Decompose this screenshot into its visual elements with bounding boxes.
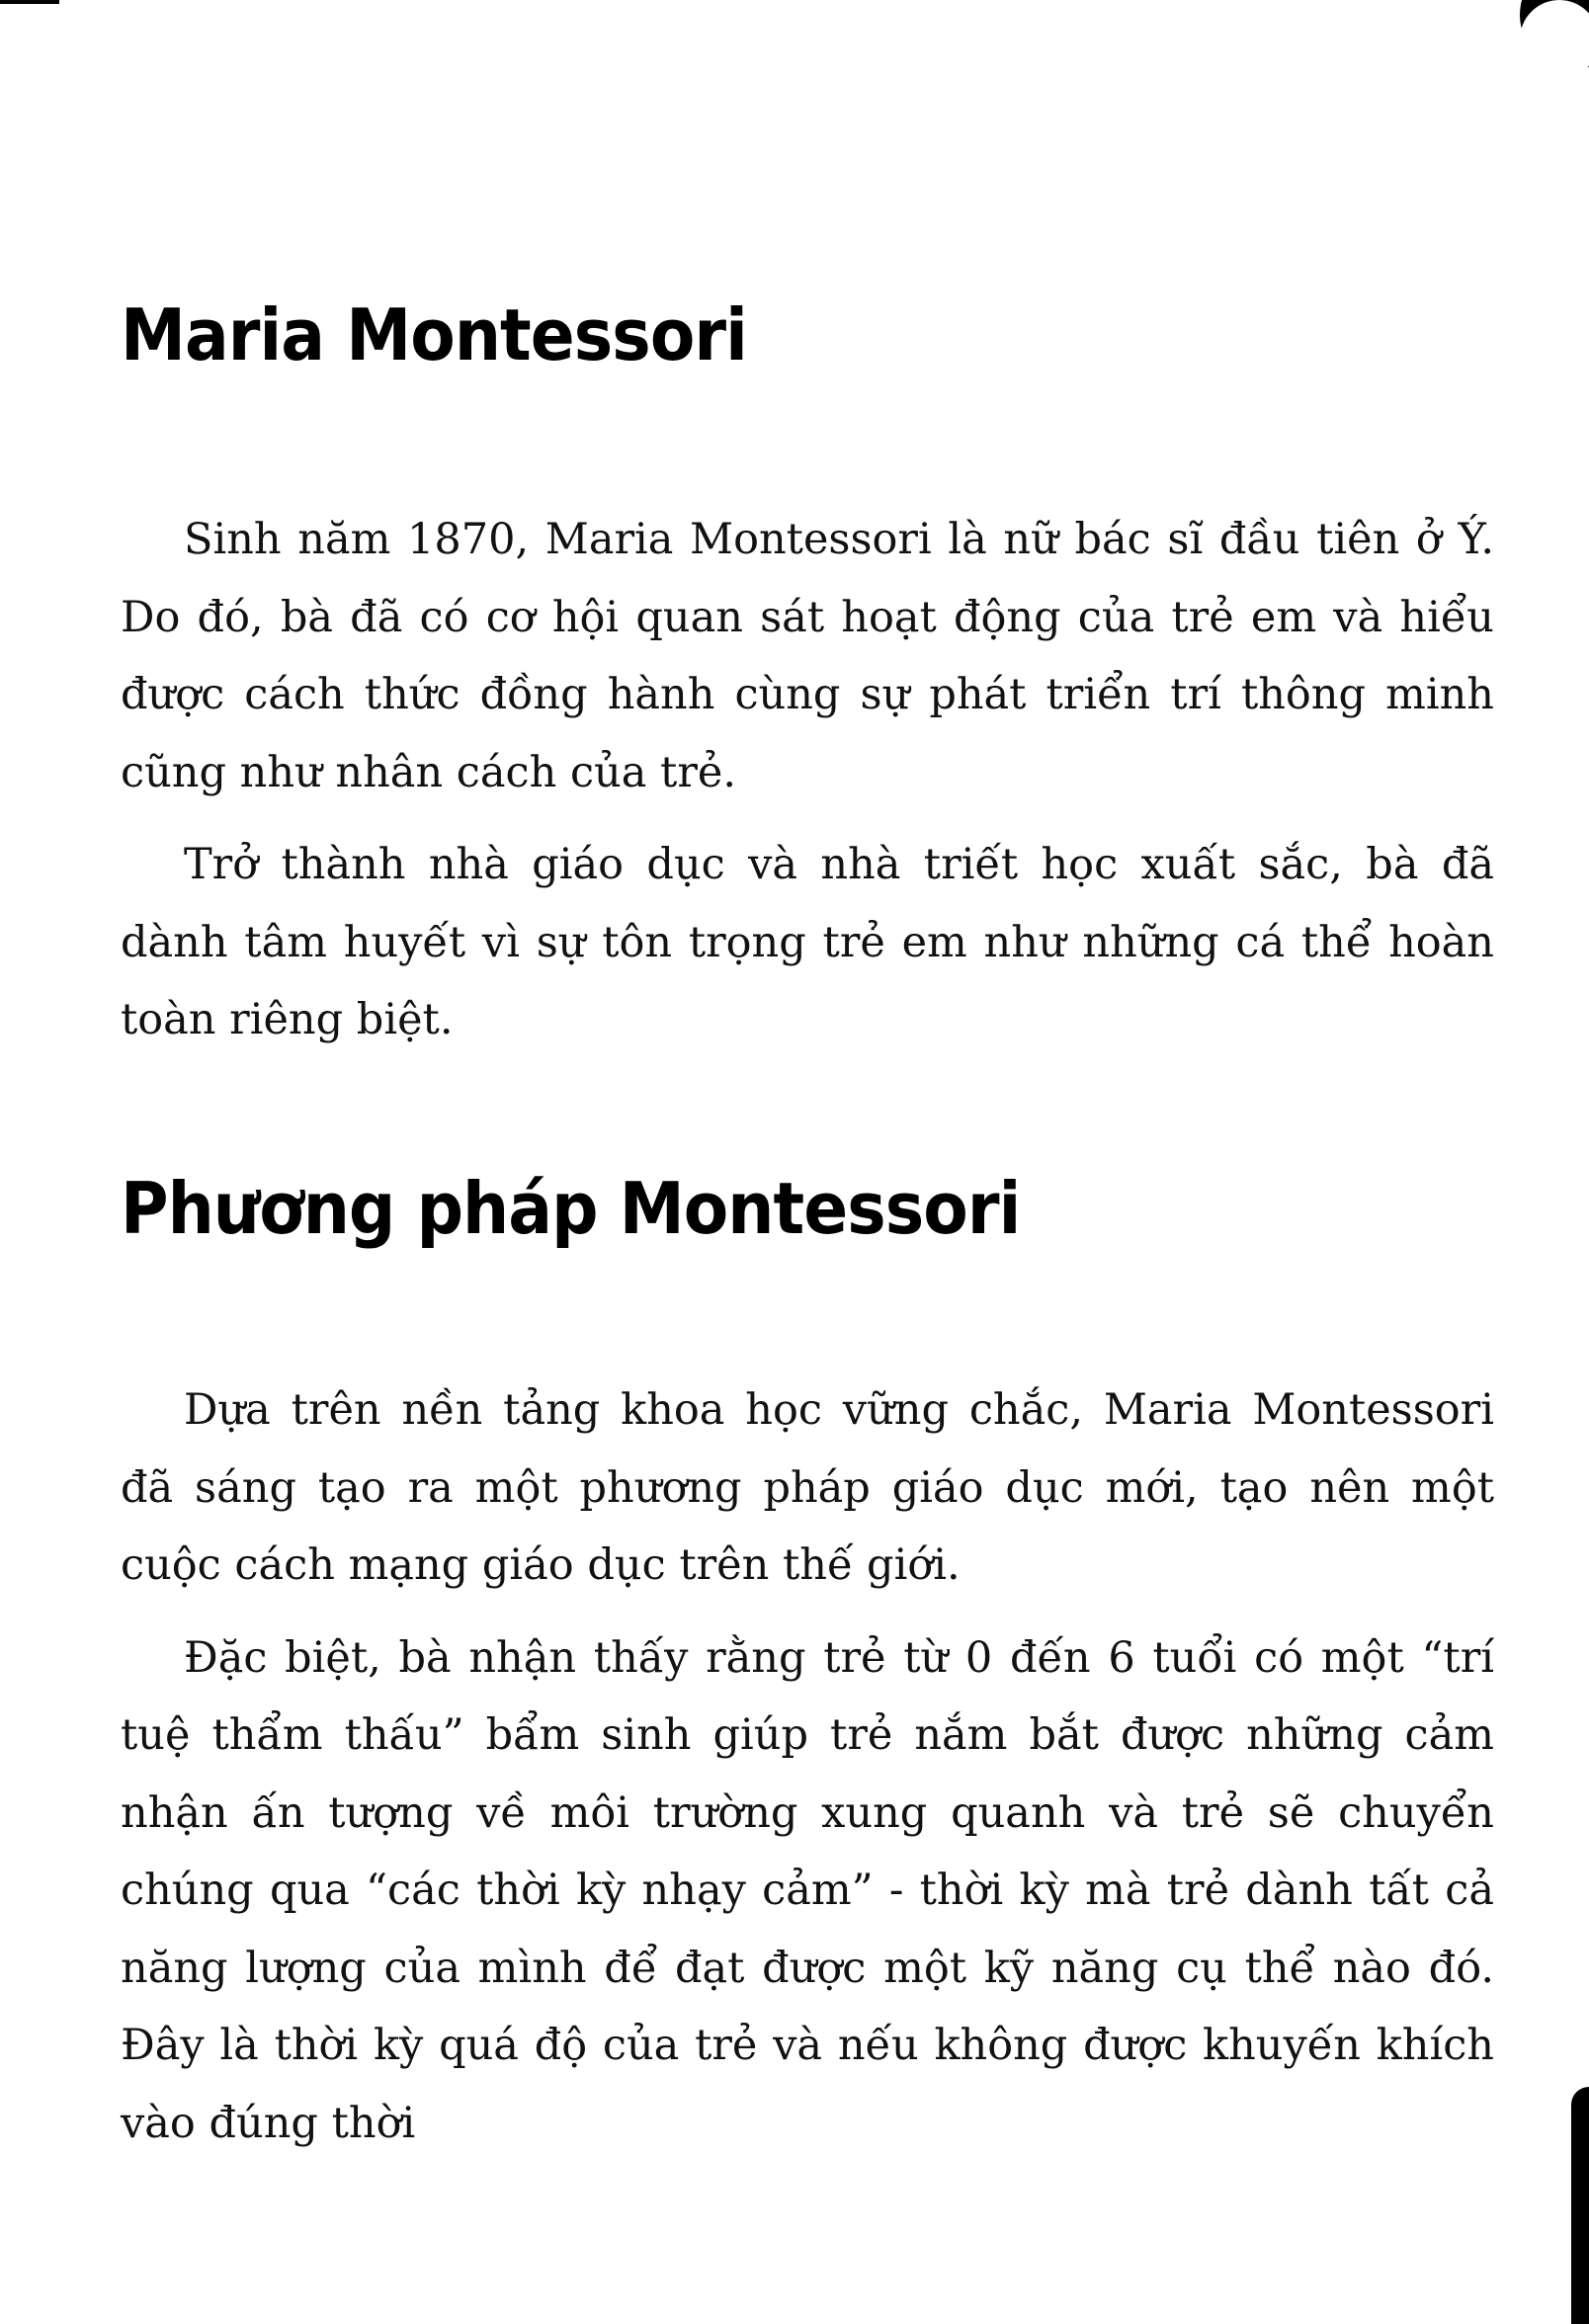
section-body-maria-montessori xyxy=(121,501,1494,1074)
scan-corner-top-right xyxy=(1520,0,1589,69)
paragraph: Đặc biệt, bà nhận thấy rằng trẻ từ 0 đến 6 tuổi có một “trí tuệ thẩm thấu” bẩm sinh giúp trẻ nắm bắt được những cảm nhận ấn tượng về môi trường xung quanh và trẻ sẽ chuyển chúng qua “các thời kỳ nhạy cảm” - thời kỳ mà trẻ dành tất cả năng lượng của mình để đạt được một kỹ năng cụ thể nào đó. Đây là thời kỳ quá độ của trẻ và nếu không được khuyến khích vào đúng thời xyxy=(121,1632,1494,2148)
paragraph: Trở thành nhà giáo dục và nhà triết học xuất sắc, bà đã dành tâm huyết vì sự tôn trọng trẻ em như những cá thể hoàn toàn riêng biệt. xyxy=(121,840,1494,1044)
paragraph: Dựa trên nền tảng khoa học vững chắc, Maria Montessori đã sáng tạo ra một phương pháp giáo dục mới, tạo nên một cuộc cách mạng giáo dục trên thế giới. xyxy=(121,1385,1494,1590)
section-heading-montessori-method: Phương pháp Montessori xyxy=(121,1167,1021,1250)
paragraph: Sinh năm 1870, Maria Montessori là nữ bác sĩ đầu tiên ở Ý. Do đó, bà đã có cơ hội quan sát hoạt động của trẻ em và hiểu được cách thức đồng hành cùng sự phát triển trí thông minh cũng như nhân cách của trẻ. xyxy=(121,515,1494,797)
scan-edge-top xyxy=(0,0,59,4)
section-heading-maria-montessori: Maria Montessori xyxy=(121,293,747,376)
scan-edge-bottom-right xyxy=(1571,2087,1589,2324)
section-body-montessori-method xyxy=(121,1371,1494,2177)
